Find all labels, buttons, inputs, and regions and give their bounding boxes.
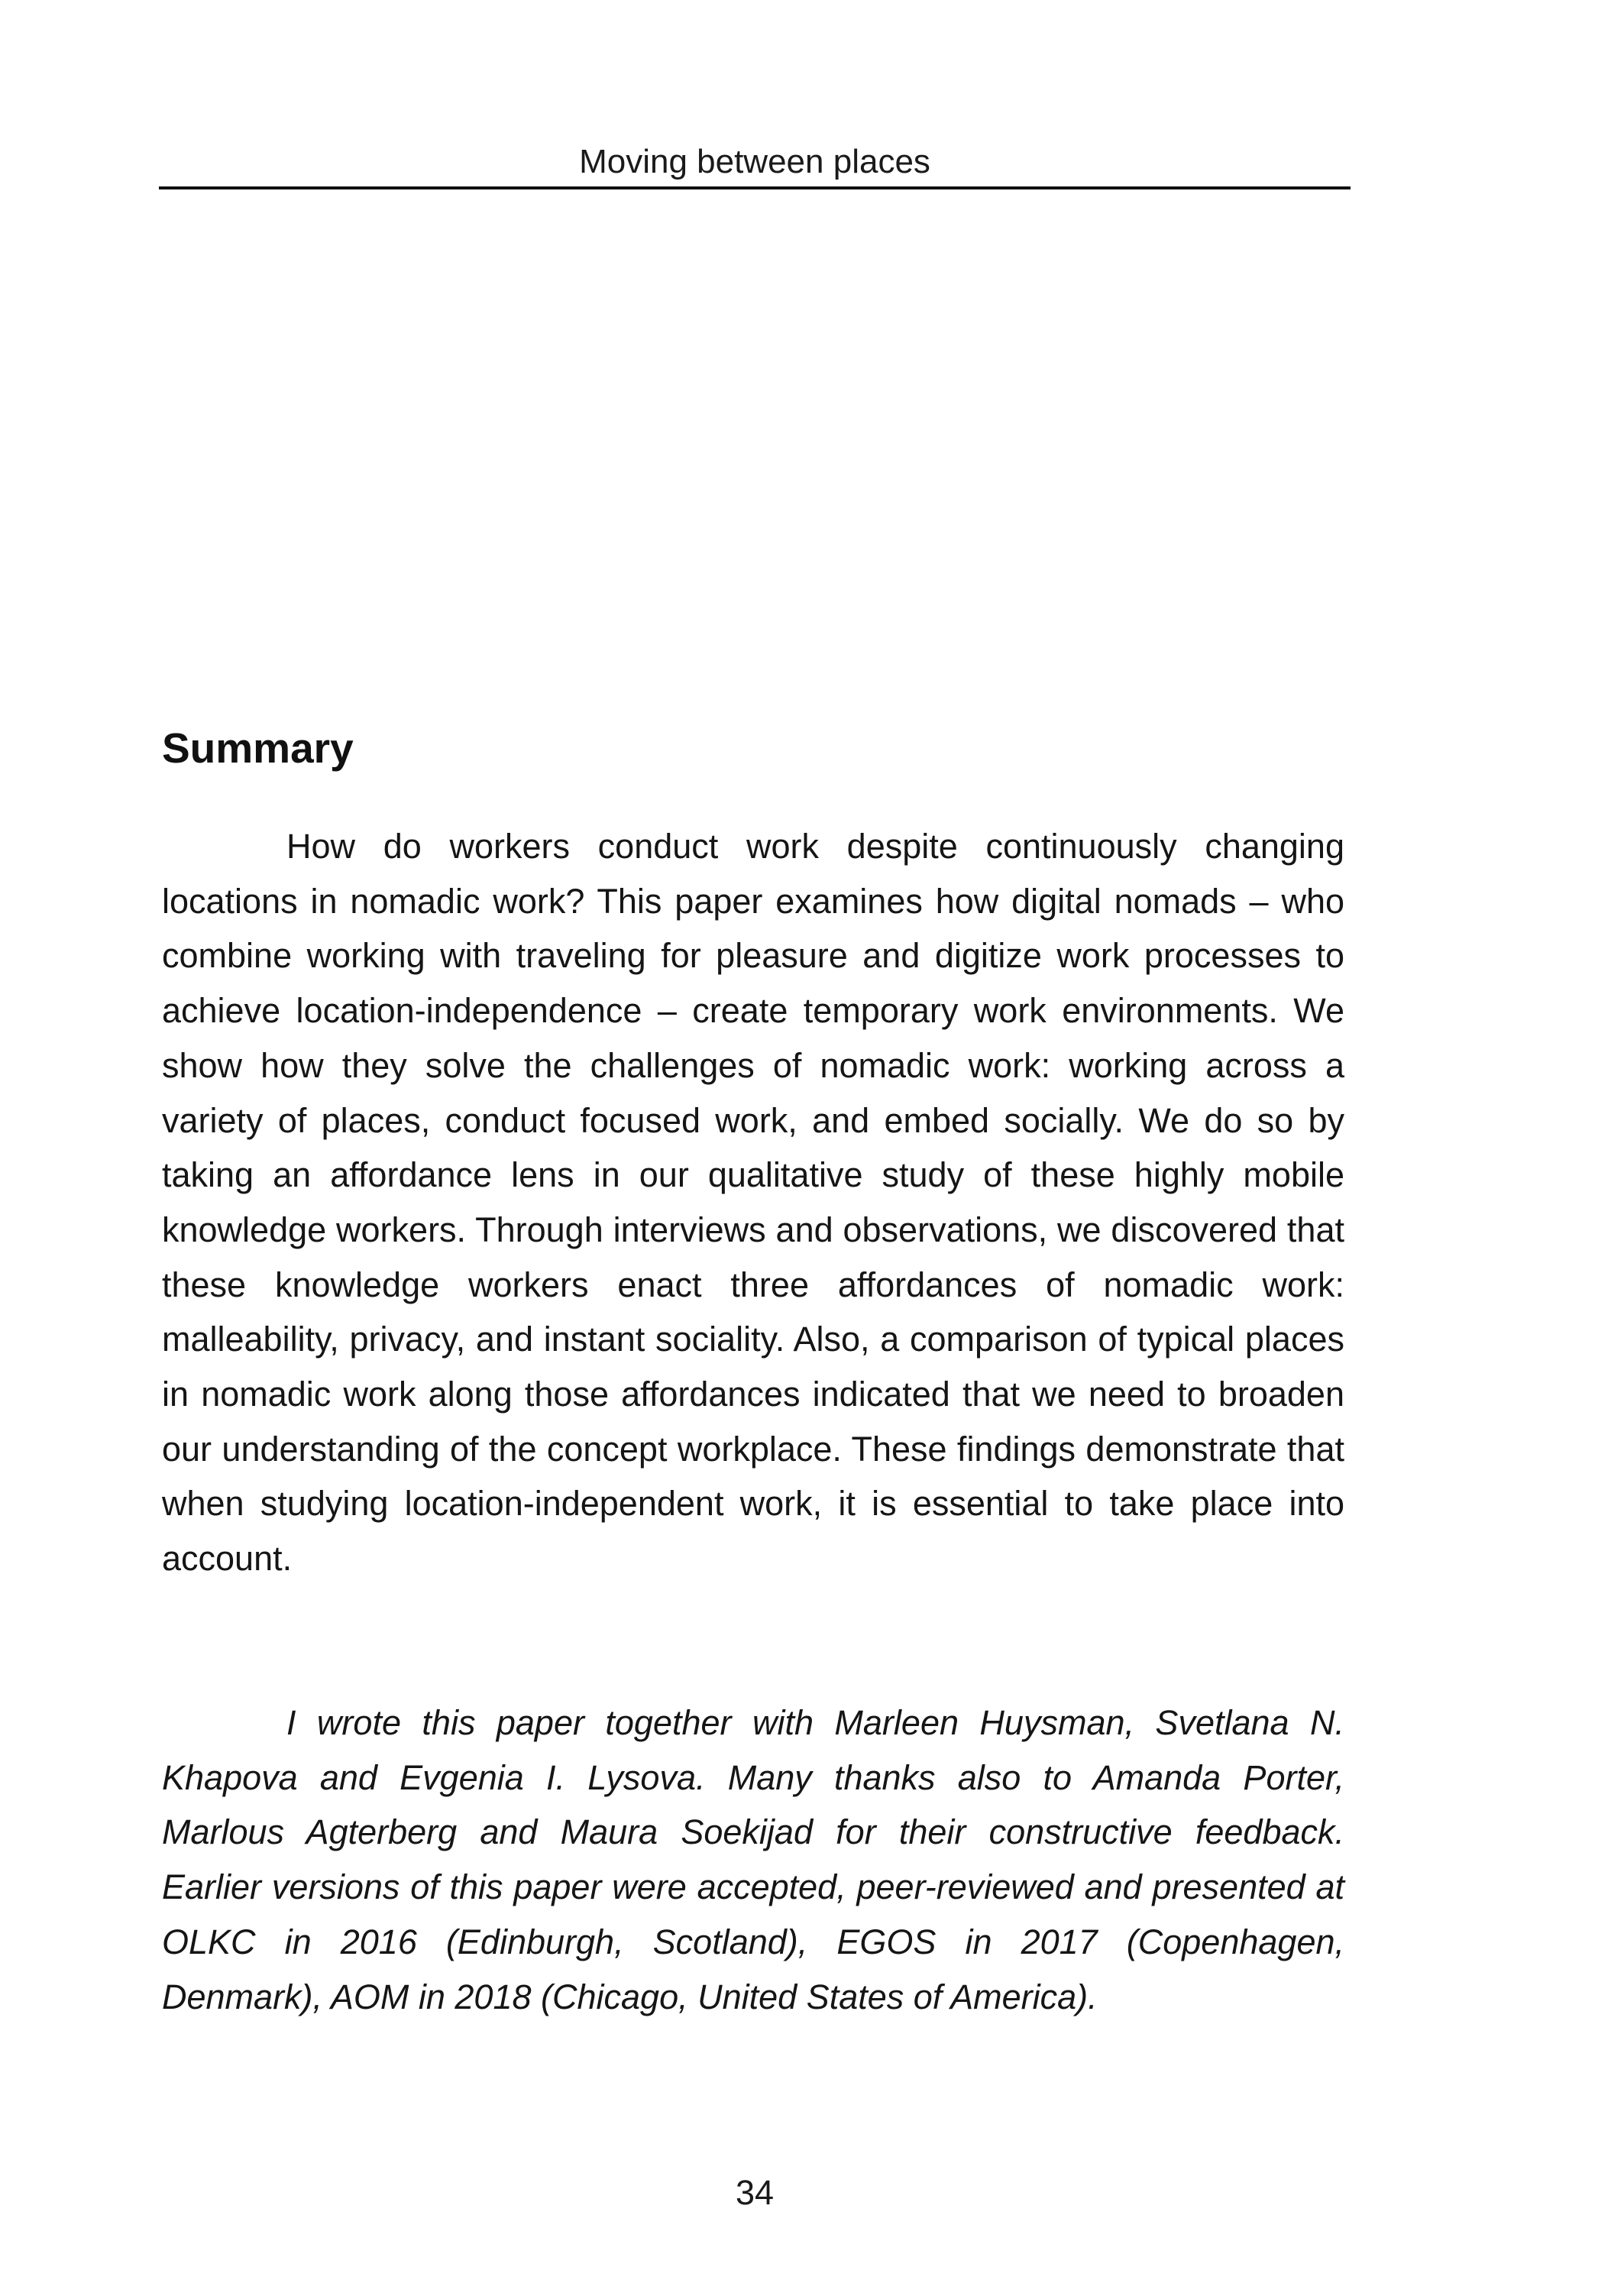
header-divider <box>159 186 1351 189</box>
summary-paragraph: How do workers conduct work despite continuously changing locations in nomadic work? This paper examines how digital nomads – who combine working with traveling for pleasure and digitize work processes to achieve location-independence – create temporary work environments. We show how they solve the challenges of nomadic work: working across a variety of places, conduct focused work, and embed socially. We do so by taking an affordance lens in our qualitative study of these highly mobile knowledge workers. Through interviews and observations, we discovered that these knowledge workers enact three affordances of nomadic work: malleability, privacy, and instant sociality. Also, a comparison of typical places in nomadic work along those affordances indicated that we need to broaden our understanding of the concept workplace. These findings demonstrate that when studying location-independent work, it is essential to take place into account. <box>162 827 1344 1579</box>
acknowledgement-paragraph: I wrote this paper together with Marleen Huysman, Svetlana N. Khapova and Evgenia I. Lysova. Many thanks also to Amanda Porter, Marlous Agterberg and Maura Soekijad for their constructive feedback. Earlier versions of this paper were accepted, peer-reviewed and presented at OLKC in 2016 (Edinburgh, Scotland), EGOS in 2017 (Copenhagen, Denmark), AOM in 2018 (Chicago, United States of America). <box>162 1703 1344 2016</box>
page-number: 34 <box>735 2173 775 2212</box>
running-header: Moving between places <box>579 143 930 180</box>
section-heading: Summary <box>162 724 354 772</box>
